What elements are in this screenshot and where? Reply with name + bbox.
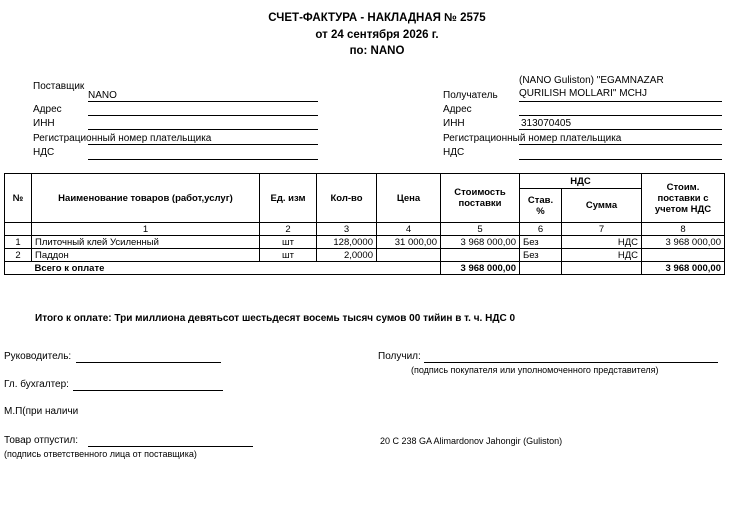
col-number: 3 (317, 223, 377, 236)
supplier-inn-label: ИНН (33, 118, 55, 129)
table-row (5, 236, 725, 249)
row-price: 31 000,00 (377, 236, 441, 249)
recipient-name-line2: QURILISH MOLLARI" MCHJ (519, 88, 648, 99)
row-cost: 3 968 000,00 (441, 236, 520, 249)
column-number-row (5, 223, 725, 236)
supplier-vat-line (88, 159, 318, 160)
header-no: № (5, 174, 32, 223)
total-spacer (5, 262, 32, 275)
row-unit: шт (260, 249, 317, 262)
row-vat-sum: НДС (562, 249, 642, 262)
recipient-reg-line (519, 144, 722, 145)
supplier-address-label: Адрес (33, 104, 62, 115)
header-name: Наименование товаров (работ,услуг) (32, 174, 260, 223)
total-label: Всего к оплате (32, 262, 441, 275)
supplier-reg-label: Регистрационный номер плательщика (33, 133, 212, 144)
stamp-label: М.П(при наличи (4, 406, 79, 417)
document-title: СЧЕТ-ФАКТУРА - НАКЛАДНАЯ № 2575 (268, 12, 486, 24)
row-vat-rate: Без (520, 236, 562, 249)
supplier-address-line (88, 115, 318, 116)
recipient-inn-label: ИНН (443, 118, 465, 129)
row-total: 3 968 000,00 (642, 236, 725, 249)
col-number: 2 (260, 223, 317, 236)
director-signature-line (76, 362, 221, 363)
row-name: Паддон (32, 249, 260, 262)
total-row (5, 262, 725, 275)
col-number: 6 (520, 223, 562, 236)
recipient-address-label: Адрес (443, 104, 472, 115)
document-date: от 24 сентября 2026 г. (315, 29, 439, 41)
recipient-vat-line (519, 159, 722, 160)
recipient-inn-line (519, 129, 722, 130)
amount-in-words: Итого к оплате: Три миллиона девятьсот шестьдесят восемь тысяч сумов 00 тийин в т. ч. НДС 0 (35, 313, 516, 324)
document-po: по: NANO (349, 45, 405, 57)
released-signature-line (88, 446, 253, 447)
col-number (5, 223, 32, 236)
table-row (5, 249, 725, 262)
recipient-label: Получатель (443, 90, 498, 101)
supplier-label: Поставщик (33, 81, 85, 92)
total-cost: 3 968 000,00 (441, 262, 520, 275)
accountant-signature-line (73, 390, 223, 391)
supplier-name-line (88, 101, 318, 102)
supplier-vat-label: НДС (33, 147, 55, 158)
row-vat-sum: НДС (562, 236, 642, 249)
received-signature-line (424, 362, 718, 363)
received-label: Получил: (378, 351, 421, 362)
total-vat-sum (562, 262, 642, 275)
header-vat-group: НДС (520, 174, 642, 189)
released-note: (подпись ответственного лица от поставщика) (4, 449, 197, 459)
recipient-address-line (519, 115, 722, 116)
row-no: 1 (5, 236, 32, 249)
header-unit: Ед. изм (260, 174, 317, 223)
row-cost (441, 249, 520, 262)
recipient-vat-label: НДС (443, 147, 465, 158)
director-label: Руководитель: (4, 351, 72, 362)
header-total-with-vat: Стоим. поставки с учетом НДС (642, 174, 725, 223)
row-qty: 2,0000 (317, 249, 377, 262)
released-label: Товар отпустил: (4, 435, 78, 446)
row-price (377, 249, 441, 262)
row-total (642, 249, 725, 262)
row-qty: 128,0000 (317, 236, 377, 249)
driver-info: 20 C 238 GA Alimardonov Jahongir (Guliston) (380, 436, 563, 446)
invoice-table (4, 173, 725, 275)
received-note: (подпись покупателя или уполномоченного представителя) (411, 365, 659, 375)
recipient-inn-value: 313070405 (521, 118, 572, 129)
supplier-name: NANO (88, 90, 117, 101)
supplier-inn-line (88, 129, 318, 130)
col-number: 4 (377, 223, 441, 236)
col-number: 5 (441, 223, 520, 236)
total-with-vat: 3 968 000,00 (642, 262, 725, 275)
header-vat-sum: Сумма (562, 189, 642, 223)
col-number: 1 (32, 223, 260, 236)
total-vat-rate (520, 262, 562, 275)
row-unit: шт (260, 236, 317, 249)
col-number: 7 (562, 223, 642, 236)
row-vat-rate: Без (520, 249, 562, 262)
row-no: 2 (5, 249, 32, 262)
row-name: Плиточный клей Усиленный (32, 236, 260, 249)
header-qty: Кол-во (317, 174, 377, 223)
accountant-label: Гл. бухгалтер: (4, 379, 69, 390)
header-cost: Стоимость поставки (441, 174, 520, 223)
recipient-name-line1: (NANO Guliston) "EGAMNAZAR (519, 75, 664, 86)
recipient-name-line (519, 101, 722, 102)
recipient-reg-label: Регистрационный номер плательщика (443, 133, 622, 144)
col-number: 8 (642, 223, 725, 236)
supplier-reg-line (88, 144, 318, 145)
header-price: Цена (377, 174, 441, 223)
header-vat-rate: Став. % (520, 189, 562, 223)
